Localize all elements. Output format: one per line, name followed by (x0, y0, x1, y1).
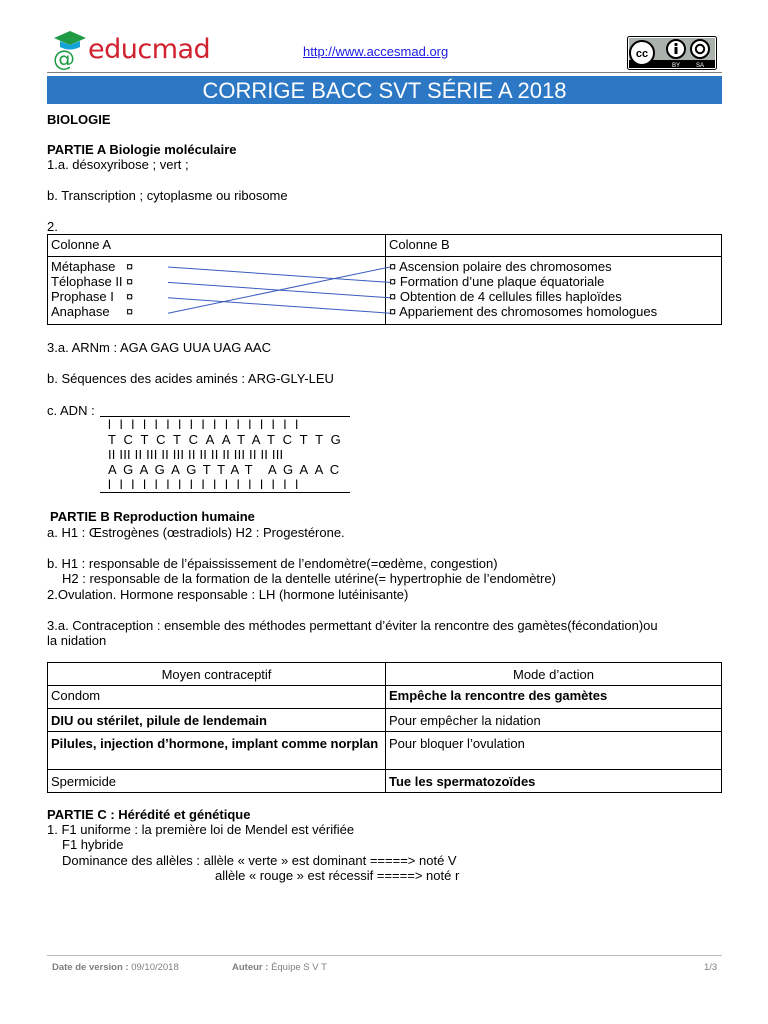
matching-line (168, 298, 390, 313)
mode-cell: Empêche la rencontre des gamètes (386, 686, 722, 709)
partie-a-heading: PARTIE A Biologie moléculaire (47, 142, 237, 157)
svg-text:@: @ (53, 47, 75, 72)
answer-b-b2: H2 : responsable de la formation de la dentelle utérine(= hypertrophie de l’endomètre) (62, 571, 556, 586)
matching-line (168, 267, 390, 282)
question-2-label: 2. (47, 219, 58, 234)
answer-3a: 3.a. ARNm : AGA GAG UUA UAG AAC (47, 340, 271, 355)
answer-b-3a-line2: la nidation (47, 633, 107, 648)
stage-item: Anaphase ¤ (51, 304, 134, 319)
stage-item: Métaphase ¤ (51, 259, 134, 274)
page-title: CORRIGE BACC SVT SÉRIE A 2018 (47, 76, 722, 104)
dna-bottom-line (100, 492, 350, 493)
moyen-cell: Pilules, injection d’hormone, implant comme norplan (48, 732, 386, 770)
accesmad-link[interactable]: http://www.accesmad.org (303, 44, 449, 59)
table-row (48, 732, 722, 770)
moyen-cell: DIU ou stérilet, pilule de lendemain (48, 709, 386, 732)
footer-divider (47, 955, 722, 956)
answer-3b: b. Séquences des acides aminés : ARG-GLY-LEU (47, 371, 334, 386)
mode-cell: Tue les spermatozoïdes (386, 770, 722, 793)
mode-cell: Pour bloquer l’ovulation (386, 732, 722, 770)
mode-cell: Pour empêcher la nidation (386, 709, 722, 732)
table-row (48, 686, 722, 709)
event-item: ¤ Appariement des chromosomes homologues (389, 304, 658, 319)
stage-item: Prophase I ¤ (51, 289, 134, 304)
answer-c-1-line3: Dominance des allèles : allèle « verte » est dominant =====> noté V (62, 853, 457, 868)
dna-top-ticks: l l l l l l l l l l l l l l l l l (108, 417, 301, 432)
answer-1a: 1.a. désoxyribose ; vert ; (47, 157, 189, 172)
dna-bottom-ticks: l l l l l l l l l l l l l l l l l (108, 477, 301, 492)
table-row (48, 770, 722, 793)
header-moyen: Moyen contraceptif (48, 663, 386, 686)
partie-b-heading: PARTIE B Reproduction humaine (50, 509, 255, 524)
colonne-b-header: Colonne B (386, 235, 722, 257)
moyen-cell: Condom (48, 686, 386, 709)
answer-b-b1: b. H1 : responsable de l’épaississement de l’endomètre(=œdème, congestion) (47, 556, 498, 571)
sa-label: SA (695, 63, 705, 69)
cc-label: cc (635, 48, 649, 60)
colonne-a-header: Colonne A (48, 235, 386, 257)
event-item: ¤ Obtention de 4 cellules filles haploïdes (389, 289, 622, 304)
partie-c-heading: PARTIE C : Hérédité et génétique (47, 807, 251, 822)
answer-3c-label: c. ADN : (47, 403, 95, 418)
dna-strand-1: TCTCTCAATATCTTG (108, 432, 349, 447)
logo-text: educmad (88, 34, 211, 65)
answer-1b: b. Transcription ; cytoplasme ou ribosome (47, 188, 288, 203)
by-label: BY (671, 63, 681, 69)
stage-item: Télophase II ¤ (51, 274, 134, 289)
matching-line (168, 267, 390, 313)
answer-b-2: 2.Ovulation. Hormone responsable : LH (hormone lutéinisante) (47, 587, 409, 602)
event-item: ¤ Formation d’une plaque équatoriale (389, 274, 605, 289)
answer-b-3a-line1: 3.a. Contraception : ensemble des méthodes permettant d’éviter la rencontre des gamètes(fécondation)ou (47, 618, 658, 633)
section-biologie: BIOLOGIE (47, 112, 111, 127)
header-mode: Mode d’action (386, 663, 722, 686)
footer-page-number: 1/3 (704, 962, 718, 973)
table-row (48, 709, 722, 732)
dna-hydrogen-bonds: II III II III II III II II II II III II II III (108, 447, 284, 462)
moyen-cell: Spermicide (48, 770, 386, 793)
footer-date: Date de version : 09/10/2018 (52, 962, 179, 973)
dna-strand-2: AGAGAGTTAT AGAAC (108, 462, 346, 477)
answer-b-a: a. H1 : Œstrogènes (œstradiols) H2 : Progestérone. (47, 525, 345, 540)
footer-author: Auteur : Équipe S V T (232, 962, 327, 973)
answer-c-1-line2: F1 hybride (62, 837, 124, 852)
contraception-table (47, 662, 722, 793)
event-item: ¤ Ascension polaire des chromosomes (389, 259, 612, 274)
answer-c-1-line1: 1. F1 uniforme : la première loi de Mendel est vérifiée (47, 822, 355, 837)
answer-c-1-line4: allèle « rouge » est récessif =====> noté r (215, 868, 460, 883)
